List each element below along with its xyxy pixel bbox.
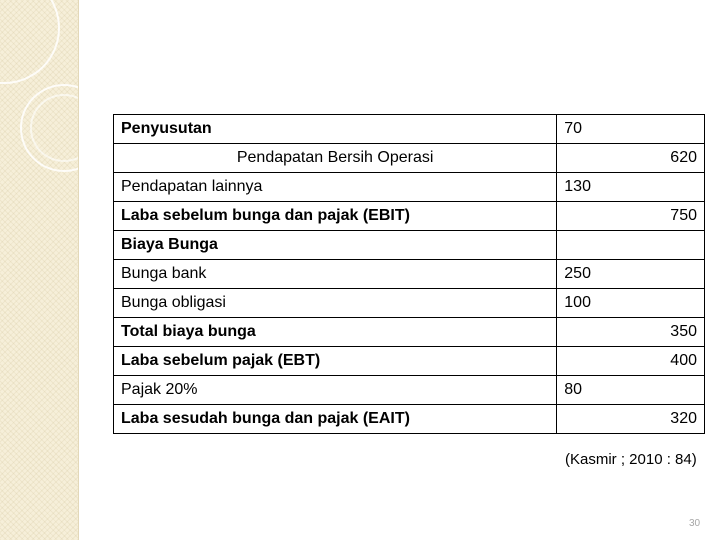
table-row: [114, 405, 705, 434]
row-value-penyusutan: 70: [557, 115, 705, 144]
sidebar-divider: [78, 0, 79, 540]
table-row: [114, 173, 705, 202]
table-row: [114, 289, 705, 318]
row-value-total-biaya-bunga: 350: [557, 318, 705, 347]
table-row: [114, 347, 705, 376]
row-label-pendapatan-lainnya: Pendapatan lainnya: [114, 173, 557, 202]
table-row: [114, 376, 705, 405]
row-value-bunga-obligasi: 100: [557, 289, 705, 318]
row-label-bunga-obligasi: Bunga obligasi: [114, 289, 557, 318]
row-label-ebit: Laba sebelum bunga dan pajak (EBIT): [114, 202, 557, 231]
table-row: [114, 318, 705, 347]
row-value-pendapatan-bersih-operasi: 620: [557, 144, 705, 173]
table-row: [114, 231, 705, 260]
row-label-eait: Laba sesudah bunga dan pajak (EAIT): [114, 405, 557, 434]
row-label-biaya-bunga: Biaya Bunga: [114, 231, 557, 260]
row-label-penyusutan: Penyusutan: [114, 115, 557, 144]
row-value-ebit: 750: [557, 202, 705, 231]
page-number: 30: [689, 518, 701, 529]
decorative-ring: [0, 0, 60, 84]
table-row: [114, 144, 705, 173]
row-label-bunga-bank: Bunga bank: [114, 260, 557, 289]
row-value-eait: 320: [557, 405, 705, 434]
source-citation: (Kasmir ; 2010 : 84): [565, 451, 697, 468]
row-label-pajak: Pajak 20%: [114, 376, 557, 405]
row-value-pendapatan-lainnya: 130: [557, 173, 705, 202]
row-value-bunga-bank: 250: [557, 260, 705, 289]
table-row: [114, 260, 705, 289]
table-row: [114, 202, 705, 231]
income-statement-table: [113, 114, 705, 434]
row-value-biaya-bunga: [557, 231, 705, 260]
row-value-pajak: 80: [557, 376, 705, 405]
decorative-sidebar: [0, 0, 78, 540]
row-label-ebt: Laba sebelum pajak (EBT): [114, 347, 557, 376]
table-row: [114, 115, 705, 144]
row-value-ebt: 400: [557, 347, 705, 376]
row-label-pendapatan-bersih-operasi: Pendapatan Bersih Operasi: [114, 144, 557, 173]
row-label-total-biaya-bunga: Total biaya bunga: [114, 318, 557, 347]
